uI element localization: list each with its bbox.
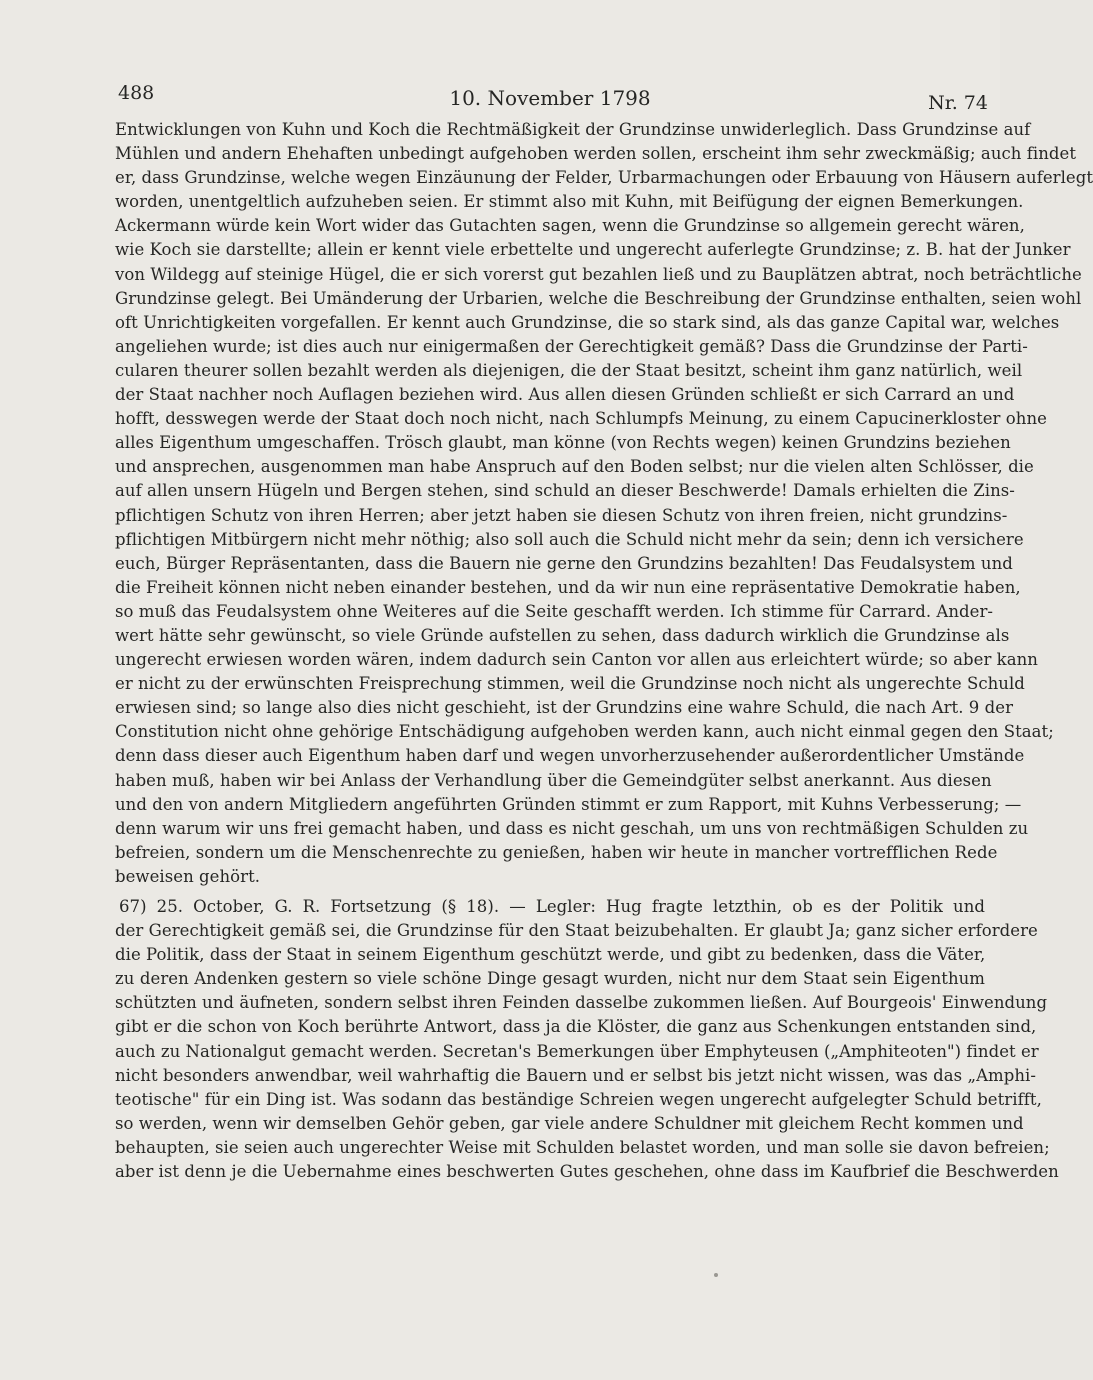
text-line: teotische" für ein Ding ist. Was sodann das beständige Schreien wegen ungerecht aufgelegter Schuld betrifft, [115,1089,1042,1109]
text-line: befreien, sondern um die Menschenrechte zu genießen, haben wir heute in mancher vortrefflichen Rede [115,842,998,862]
text-line: Entwicklungen von Kuhn und Koch die Rechtmäßigkeit der Grundzinse unwiderleglich. Dass Grundzinse auf [115,120,1031,139]
text-line: oft Unrichtigkeiten vorgefallen. Er kennt auch Grundzinse, die so stark sind, als das ganze Capital war, welches [115,312,1060,332]
text-line: so werden, wenn wir demselben Gehör geben, gar viele andere Schuldner mit gleichem Recht kommen und [115,1113,1024,1133]
text-line: wie Koch sie darstellte; allein er kennt viele erbettelte und ungerecht auferlegte Grundzinse; z. B. hat der Junker [115,240,1071,260]
text-line: gibt er die schon von Koch berührte Antwort, dass ja die Klöster, die ganz aus Schenkungen entstanden sind, [115,1017,1037,1037]
text-line: er nicht zu der erwünschten Freisprechung stimmen, weil die Grundzinse noch nicht als ungerechte Schuld [115,674,1025,694]
text-line: und den von andern Mitgliedern angeführten Gründen stimmt er zum Rapport, mit Kuhns Verbesserung; — [115,794,1022,814]
text-line: und ansprechen, ausgenommen man habe Anspruch auf den Boden selbst; nur die vielen alten Schlösser, die [115,457,1034,477]
text-line: die Politik, dass der Staat in seinem Eigenthum geschützt werde, und gibt zu bedenken, dass die Väter, [115,945,986,965]
text-line: denn warum wir uns frei gemacht haben, und dass es nicht geschah, um uns von rechtmäßigen Schulden zu [115,818,1029,838]
text-line: Mühlen und andern Ehehaften unbedingt aufgehoben werden sollen, erscheint ihm sehr zweckmäßig; auch findet [115,144,1077,164]
text-line: die Freiheit können nicht neben einander bestehen, und da wir nun eine repräsentative Demokratie haben, [115,577,1021,597]
text-line: von Wildegg auf steinige Hügel, die er sich vorerst gut bezahlen ließ und zu Bauplätzen abtrat, noch beträchtliche [115,264,1082,284]
text-line: der Staat nachher noch Auflagen beziehen wird. Aus allen diesen Gründen schließt er sich Carrard an und [115,385,1015,405]
text-line: 67) 25. October, G. R. Fortsetzung (§ 18). — Legler: Hug fragte letzthin, ob es der Politik und [119,897,985,916]
text-line: pflichtigen Schutz von ihren Herren; aber jetzt haben sie diesen Schutz von ihren freien, nicht grundzins- [115,505,1008,525]
text-line: worden, unentgeltlich aufzuheben seien. Er stimmt also mit Kuhn, mit Beifügung der eignen Bemerkungen. [115,192,1024,212]
text-line: Ackermann würde kein Wort wider das Gutachten sagen, wenn die Grundzinse so allgemein gerecht wären, [115,216,1025,236]
text-line: behaupten, sie seien auch ungerechter Weise mit Schulden belastet worden, und man solle sie davon befreien; [115,1137,1050,1157]
text-line: Grundzinse gelegt. Bei Umänderung der Urbarien, welche die Beschreibung der Grundzinse enthalten, seien wohl [115,288,1082,308]
speck-mark [714,1273,718,1277]
text-line: haben muß, haben wir bei Anlass der Verhandlung über die Gemeindgüter selbst anerkannt. Aus diesen [115,770,992,790]
text-line: er, dass Grundzinse, welche wegen Einzäunung der Felder, Urbarmachungen oder Erbauung von Häusern auferlegt [115,168,1093,188]
header-date-title: 10. November 1798 [449,86,651,110]
text-line: schützten und äufneten, sondern selbst ihren Feinden dasselbe zukommen ließen. Auf Bourgeois' Einwendung [115,993,1048,1013]
text-line: erwiesen sind; so lange also dies nicht geschieht, ist der Grundzins eine wahre Schuld, die nach Art. 9 der [115,698,1014,718]
text-line: auf allen unsern Hügeln und Bergen stehen, sind schuld an dieser Beschwerde! Damals erhielten die Zins- [115,481,1015,501]
text-line: denn dass dieser auch Eigenthum haben darf und wegen unvorherzusehender außerordentlicher Umstände [115,746,1025,766]
text-line: der Gerechtigkeit gemäß sei, die Grundzinse für den Staat beizubehalten. Er glaubt Ja; ganz sicher erfordere [115,921,1038,941]
text-line: ungerecht erwiesen worden wären, indem dadurch sein Canton vor allen aus erleichtert würde; so aber kann [115,650,1038,670]
page-number: 488 [118,82,155,104]
body-text [115,118,1093,1184]
text-line: nicht besonders anwendbar, weil wahrhaftig die Bauern und er selbst bis jetzt nicht wissen, was das „Amphi- [115,1065,1036,1085]
text-line: hofft, desswegen werde der Staat doch noch nicht, nach Schlumpfs Meinung, zu einem Capucinerkloster ohne [115,409,1047,429]
text-line: beweisen gehört. [115,866,261,886]
text-line: so muß das Feudalsystem ohne Weiteres auf die Seite geschafft werden. Ich stimme für Carrard. Ander- [115,601,994,621]
text-line: Constitution nicht ohne gehörige Entschädigung aufgehoben werden kann, auch nicht einmal gegen den Staat; [115,722,1054,742]
text-line: euch, Bürger Repräsentanten, dass die Bauern nie gerne den Grundzins bezahlten! Das Feudalsystem und [115,553,1013,573]
page-header [112,82,988,112]
text-line: cularen theurer sollen bezahlt werden als diejenigen, die der Staat besitzt, scheint ihm ganz natürlich, weil [115,360,1023,380]
text-line: wert hätte sehr gewünscht, so viele Gründe aufstellen zu sehen, dass dadurch wirklich die Grundzinse als [115,625,1010,645]
document-number: Nr. 74 [928,92,988,114]
text-line: angeliehen wurde; ist dies auch nur einigermaßen der Gerechtigkeit gemäß? Dass die Grundzinse der Parti- [115,336,1028,356]
text-line: zu deren Andenken gestern so viele schöne Dinge gesagt wurden, nicht nur dem Staat sein Eigenthum [115,969,985,989]
text-line: auch zu Nationalgut gemacht werden. Secretan's Bemerkungen über Emphyteusen („Amphiteoten") findet er [115,1041,1039,1061]
text-line: pflichtigen Mitbürgern nicht mehr nöthig; also soll auch die Schuld nicht mehr da sein; denn ich versichere [115,529,1024,549]
text-line: alles Eigenthum umgeschaffen. Trösch glaubt, man könne (von Rechts wegen) keinen Grundzins beziehen [115,433,1011,453]
text-line: aber ist denn je die Uebernahme eines beschwerten Gutes geschehen, ohne dass im Kaufbrief die Beschwerden [115,1162,1059,1182]
